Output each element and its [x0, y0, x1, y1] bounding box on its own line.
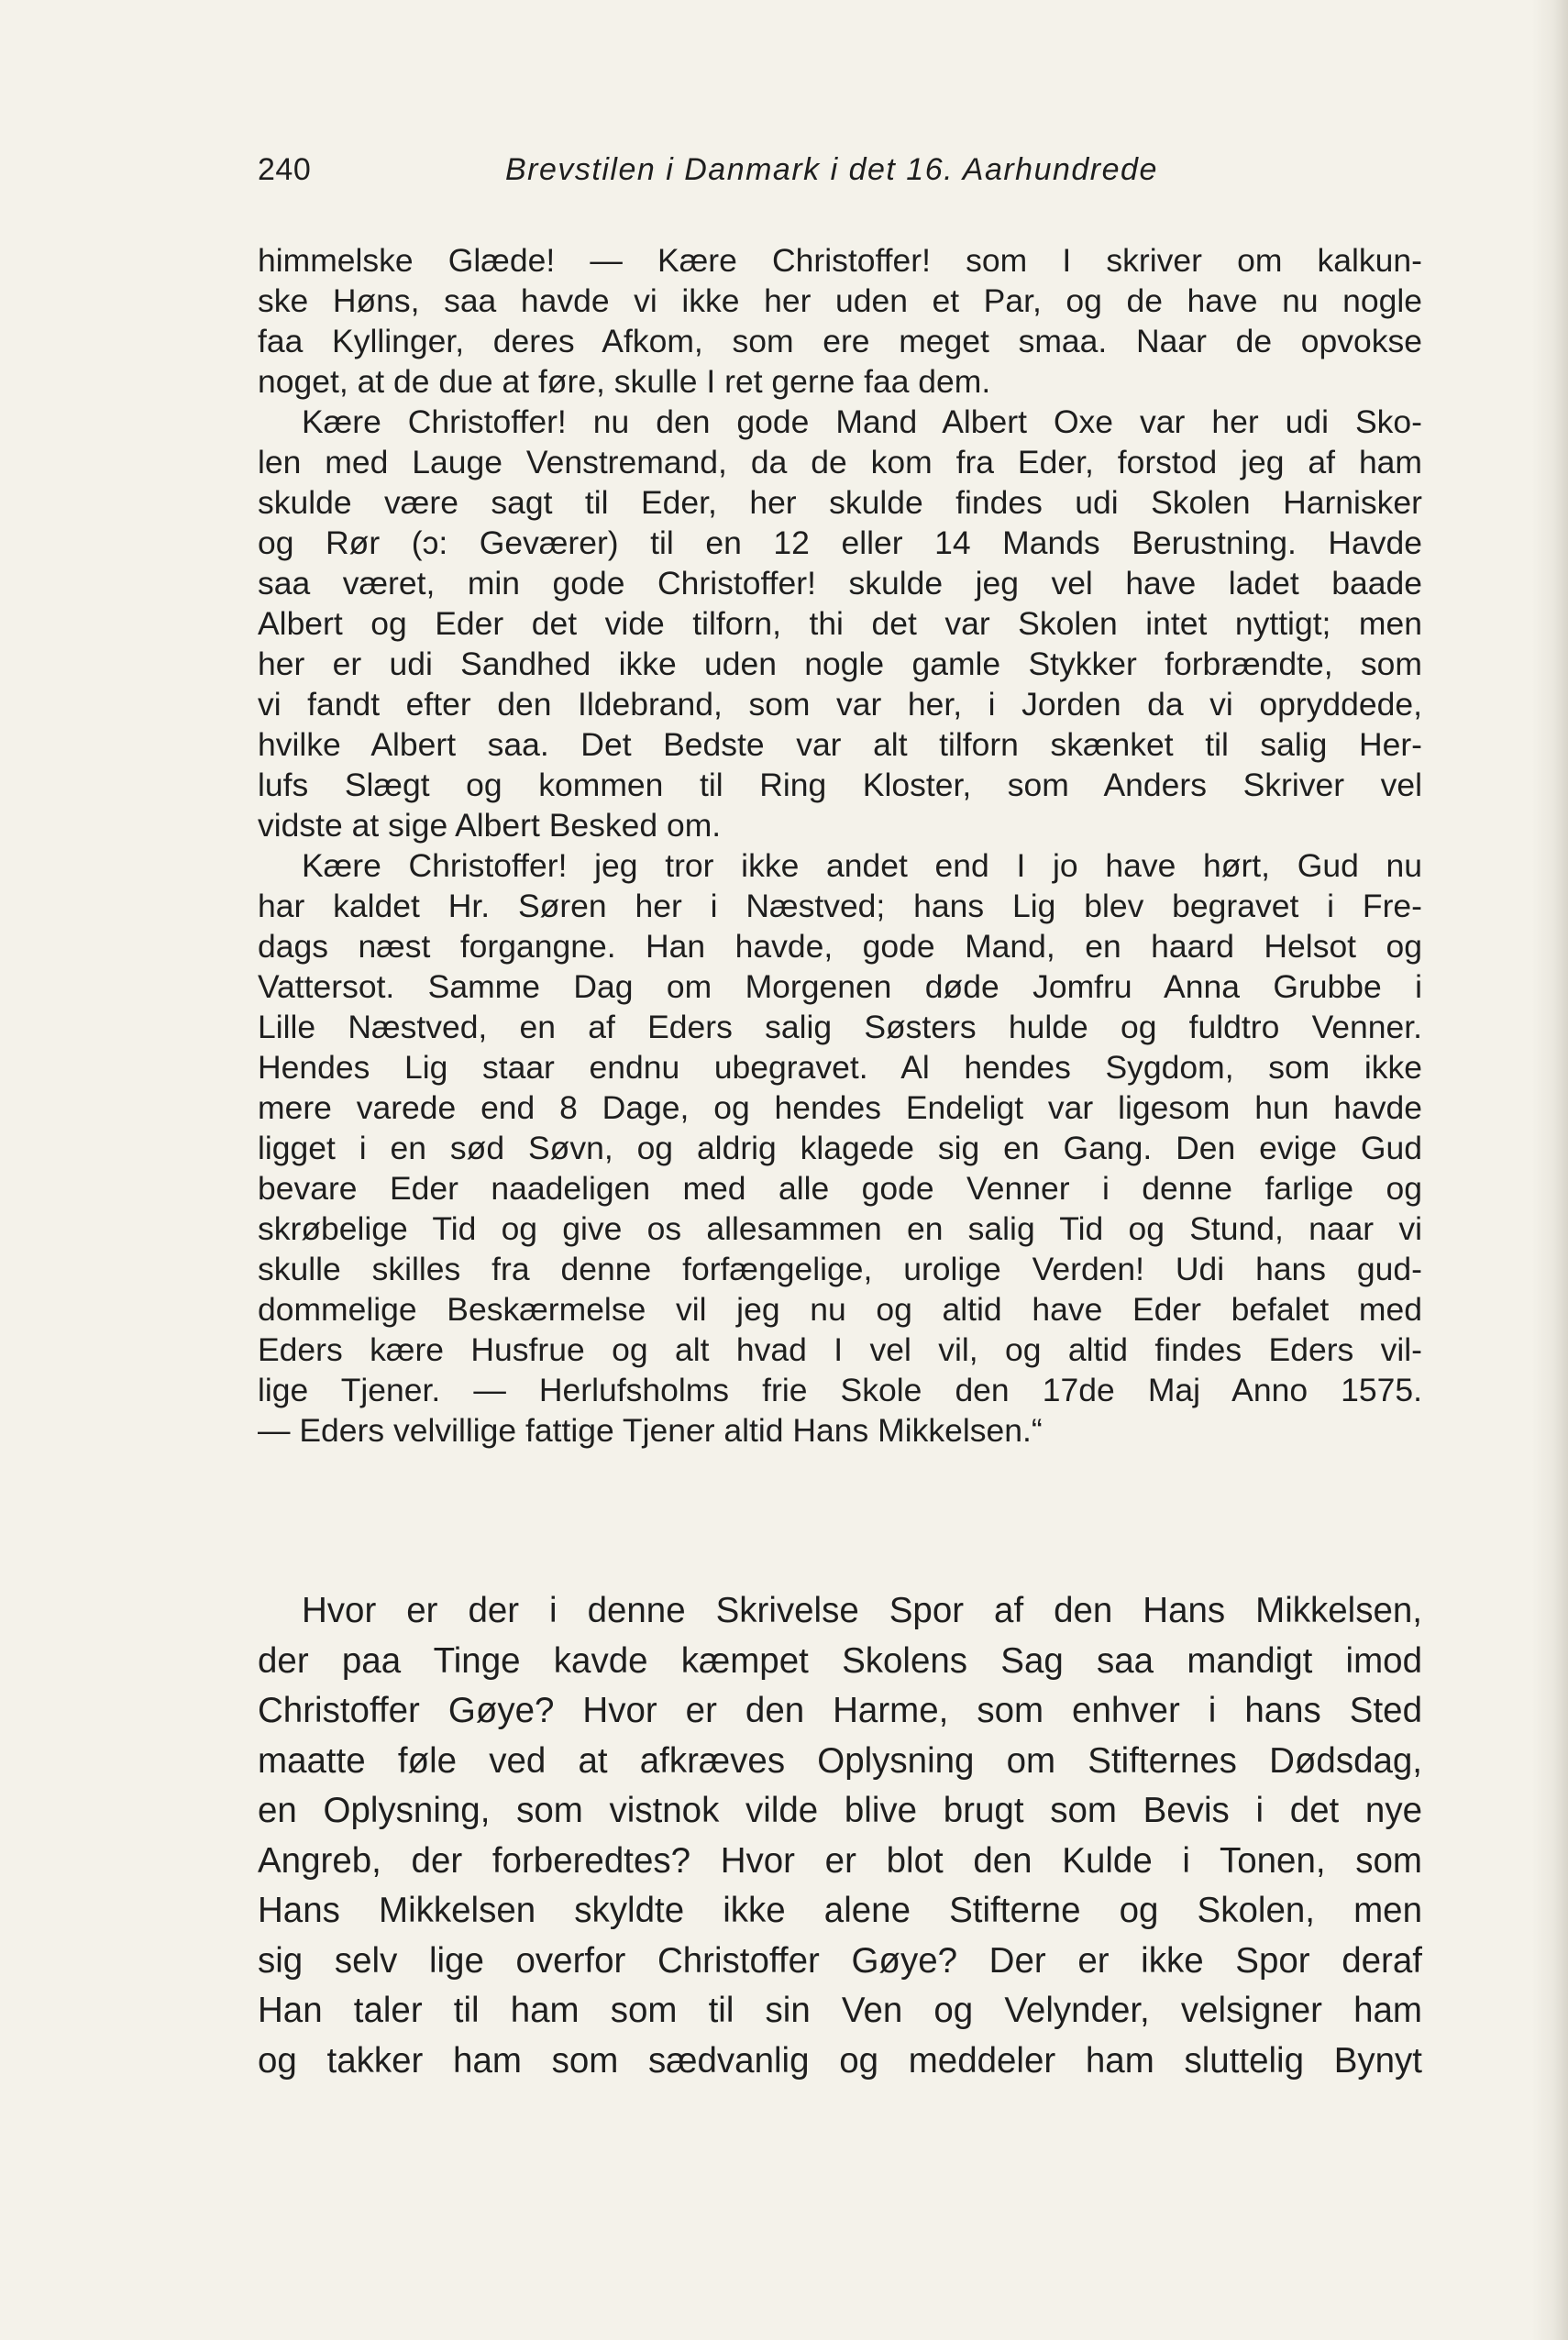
letter-line: noget, at de due at føre, skulle I ret gerne faa dem.	[258, 363, 991, 400]
letter-line: skulde være sagt til Eder, her skulde findes udi Skolen Harnisker	[258, 484, 1422, 521]
letter-line: Albert og Eder det vide tilforn, thi det var Skolen intet nyttigt; men	[258, 605, 1422, 642]
letter-line: ske Høns, saa havde vi ikke her uden et Par, og de have nu nogle	[258, 282, 1422, 319]
letter-line: Eders kære Husfrue og alt hvad I vel vil, og altid findes Eders vil-	[258, 1331, 1422, 1368]
letter-line: skrøbelige Tid og give os allesammen en salig Tid og Stund, naar vi	[258, 1210, 1422, 1247]
page-edge-shadow	[1531, 0, 1568, 2340]
letter-line: Kære Christoffer! nu den gode Mand Albert Oxe var her udi Sko-	[302, 403, 1422, 440]
letter-line: lige Tjener. — Herlufsholms frie Skole den 17de Maj Anno 1575.	[258, 1372, 1422, 1408]
letter-line: bevare Eder naadeligen med alle gode Venner i denne farlige og	[258, 1170, 1422, 1207]
letter-line: vidste at sige Albert Besked om.	[258, 807, 722, 844]
body-paragraph	[258, 1586, 1422, 2086]
body-line: sig selv lige overfor Christoffer Gøye? Der er ikke Spor deraf	[258, 1940, 1422, 1981]
letter-line: lufs Slægt og kommen til Ring Kloster, som Anders Skriver vel	[258, 767, 1422, 803]
letter-line: her er udi Sandhed ikke uden nogle gamle Stykker forbrændte, som	[258, 646, 1422, 682]
page-number: 240	[258, 152, 312, 187]
letter-line: len med Lauge Venstremand, da de kom fra Eder, forstod jeg af ham	[258, 444, 1422, 480]
letter-line: vi fandt efter den Ildebrand, som var her, i Jorden da vi opryddede,	[258, 686, 1422, 723]
letter-line: dommelige Beskærmelse vil jeg nu og altid have Eder befalet med	[258, 1291, 1422, 1328]
letter-line: dags næst forgangne. Han havde, gode Mand, en haard Helsot og	[258, 928, 1422, 965]
body-line: der paa Tinge kavde kæmpet Skolens Sag saa mandigt imod	[258, 1640, 1422, 1681]
letter-line: Hendes Lig staar endnu ubegravet. Al hendes Sygdom, som ikke	[258, 1049, 1422, 1086]
quoted-letter	[258, 240, 1422, 1451]
body-line: Hvor er der i denne Skrivelse Spor af den Hans Mikkelsen,	[302, 1591, 1422, 1630]
letter-line: mere varede end 8 Dage, og hendes Endeligt var ligesom hun havde	[258, 1089, 1422, 1126]
letter-line: har kaldet Hr. Søren her i Næstved; hans Lig blev begravet i Fre-	[258, 888, 1422, 924]
letter-line: — Eders velvillige fattige Tjener altid Hans Mikkelsen.“	[258, 1412, 1043, 1449]
body-line: en Oplysning, som vistnok vilde blive brugt som Bevis i det nye	[258, 1791, 1422, 1830]
body-line: maatte føle ved at afkræves Oplysning om Stifternes Dødsdag,	[258, 1740, 1422, 1781]
letter-line: ligget i en sød Søvn, og aldrig klagede sig en Gang. Den evige Gud	[258, 1130, 1422, 1166]
letter-line: og Rør (ɔ: Geværer) til en 12 eller 14 Mands Berustning. Havde	[258, 524, 1422, 561]
letter-line: skulle skilles fra denne forfængelige, urolige Verden! Udi hans gud-	[258, 1251, 1422, 1287]
running-title: Brevstilen i Danmark i det 16. Aarhundrede	[505, 152, 1158, 187]
body-line: og takker ham som sædvanlig og meddeler ham sluttelig Bynyt	[258, 2040, 1422, 2081]
body-line: Christoffer Gøye? Hvor er den Harme, som enhver i hans Sted	[258, 1691, 1422, 1730]
running-head	[258, 152, 1179, 200]
letter-line: saa været, min gode Christoffer! skulde jeg vel have ladet baade	[258, 565, 1422, 602]
letter-line: himmelske Glæde! — Kære Christoffer! som I skriver om kalkun-	[258, 242, 1422, 279]
body-line: Angreb, der forberedtes? Hvor er blot den Kulde i Tonen, som	[258, 1840, 1422, 1881]
letter-line: Vattersot. Samme Dag om Morgenen døde Jomfru Anna Grubbe i	[258, 968, 1422, 1005]
letter-line: Lille Næstved, en af Eders salig Søsters hulde og fuldtro Venner.	[258, 1009, 1422, 1045]
body-line: Han taler til ham som til sin Ven og Velynder, velsigner ham	[258, 1991, 1422, 2030]
letter-line: Kære Christoffer! jeg tror ikke andet end I jo have hørt, Gud nu	[302, 847, 1422, 884]
letter-line: faa Kyllinger, deres Afkom, som ere meget smaa. Naar de opvokse	[258, 323, 1422, 359]
body-line: Hans Mikkelsen skyldte ikke alene Stifterne og Skolen, men	[258, 1891, 1422, 1930]
letter-line: hvilke Albert saa. Det Bedste var alt tilforn skænket til salig Her-	[258, 726, 1422, 763]
